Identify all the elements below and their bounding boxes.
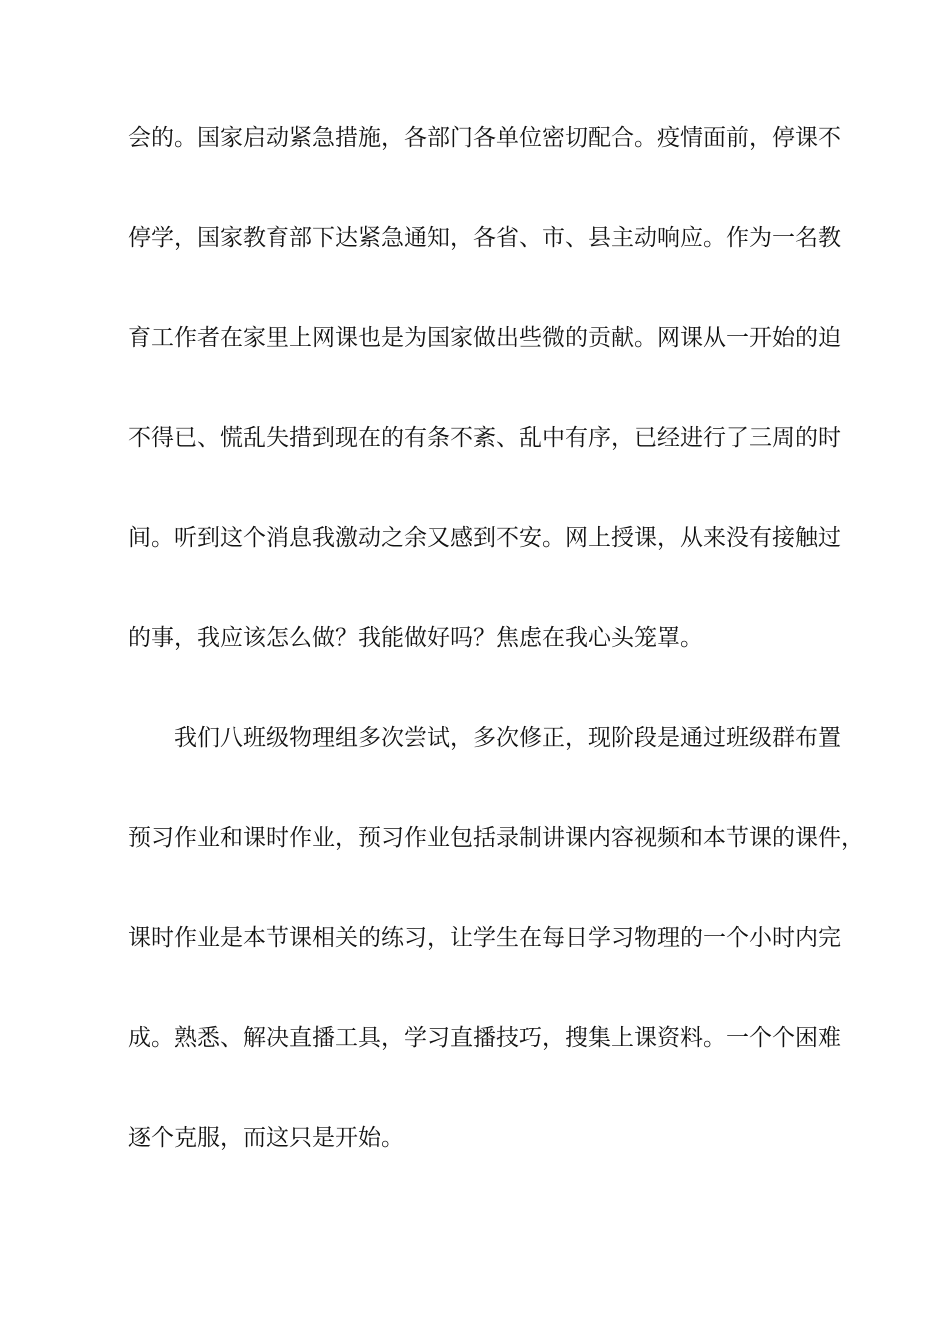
paragraph-line: 的事，我应该怎么做？我能做好吗？焦虑在我心头笼罩。 — [128, 625, 703, 651]
paragraph-line: 预习作业和课时作业，预习作业包括录制讲课内容视频和本节课的课件， — [128, 825, 864, 851]
paragraph-line: 逐个克服，而这只是开始。 — [128, 1125, 404, 1151]
paragraph-line: 不得已、慌乱失措到现在的有条不紊、乱中有序，已经进行了三周的时 — [128, 425, 841, 451]
paragraph-line: 我们八班级物理组多次尝试，多次修正，现阶段是通过班级群布置 — [174, 725, 841, 751]
paragraph-line: 育工作者在家里上网课也是为国家做出些微的贡献。网课从一开始的迫 — [128, 325, 841, 351]
paragraph-line: 停学，国家教育部下达紧急通知，各省、市、县主动响应。作为一名教 — [128, 225, 841, 251]
paragraph-line: 课时作业是本节课相关的练习，让学生在每日学习物理的一个小时内完 — [128, 925, 841, 951]
paragraph-line: 间。听到这个消息我激动之余又感到不安。网上授课，从来没有接触过 — [128, 525, 841, 551]
paragraph-line: 成。熟悉、解决直播工具，学习直播技巧，搜集上课资料。一个个困难 — [128, 1025, 841, 1051]
paragraph-line: 会的。国家启动紧急措施，各部门各单位密切配合。疫情面前，停课不 — [128, 125, 841, 151]
